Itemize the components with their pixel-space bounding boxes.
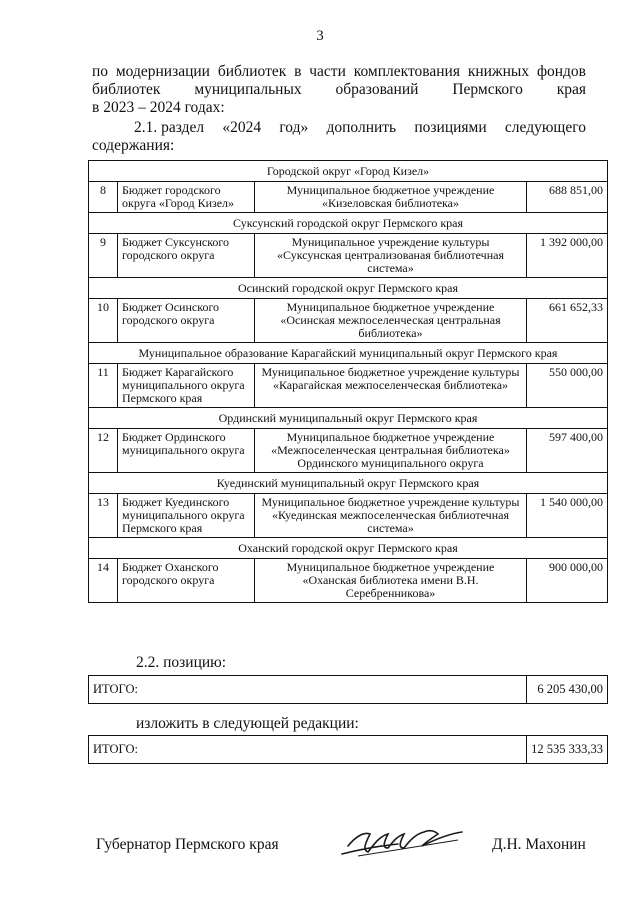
- institution-name: Муниципальное бюджетное учреждение культуры «Карагайская межпоселенческая библиотека»: [255, 364, 527, 408]
- page-number: 3: [316, 28, 324, 44]
- word: библиотек: [217, 63, 287, 80]
- restate-heading: изложить в следующей редакции:: [136, 715, 359, 732]
- amount: 661 652,33: [527, 299, 608, 343]
- group-header: Осинский городской округ Пермского края: [89, 278, 608, 299]
- group-header: Суксунский городской округ Пермского края: [89, 213, 608, 234]
- amount: 550 000,00: [527, 364, 608, 408]
- group-header-row: [89, 161, 608, 182]
- table-row: [89, 364, 608, 408]
- word: позициями: [414, 119, 487, 136]
- institution-name: Муниципальное бюджетное учреждение «Кизеловская библиотека»: [255, 182, 527, 213]
- group-header-row: [89, 278, 608, 299]
- group-header: Ординский муниципальный округ Пермского края: [89, 408, 608, 429]
- word: края: [556, 81, 586, 98]
- table-row: [89, 234, 608, 278]
- group-header: Оханский городской округ Пермского края: [89, 538, 608, 559]
- budget-name: Бюджет Карагайского муниципального округа Пермского края: [118, 364, 255, 408]
- row-number: 13: [89, 494, 118, 538]
- section-2-1-line-2: содержания:: [92, 137, 175, 154]
- section-2-2-heading: 2.2. позицию:: [136, 654, 227, 671]
- total-old-table: [88, 675, 608, 704]
- word: части: [309, 63, 346, 80]
- row-number: 8: [89, 182, 118, 213]
- amount: 900 000,00: [527, 559, 608, 603]
- group-header: Куединский муниципальный округ Пермского края: [89, 473, 608, 494]
- signatory-position: Губернатор Пермского края: [96, 836, 279, 853]
- amount: 688 851,00: [527, 182, 608, 213]
- table-row: [89, 494, 608, 538]
- total-new-amount: 12 535 333,33: [527, 736, 608, 764]
- word: в: [294, 63, 302, 80]
- word: по: [92, 63, 109, 80]
- word: год»: [279, 119, 309, 136]
- row-number: 12: [89, 429, 118, 473]
- table-row: [89, 676, 608, 704]
- row-number: 14: [89, 559, 118, 603]
- institution-name: Муниципальное бюджетное учреждение «Межпоселенческая центральная библиотека» Ординского муниципального округа: [255, 429, 527, 473]
- intro-line-1: [92, 62, 586, 81]
- budget-name: Бюджет Оханского городского округа: [118, 559, 255, 603]
- total-old-amount: 6 205 430,00: [527, 676, 608, 704]
- handwritten-signature: [338, 826, 468, 860]
- group-header-row: [89, 473, 608, 494]
- positions-table: [88, 160, 608, 603]
- budget-name: Бюджет Ординского муниципального округа: [118, 429, 255, 473]
- word: библиотек: [92, 81, 161, 98]
- budget-name: Бюджет Суксунского городского округа: [118, 234, 255, 278]
- word: дополнить: [326, 119, 397, 136]
- table-row: [89, 299, 608, 343]
- table-row: [89, 736, 608, 764]
- word: Пермского: [452, 81, 523, 98]
- word: комплектования: [353, 63, 460, 80]
- institution-name: Муниципальное учреждение культуры «Суксунская централизованая библиотечная система»: [255, 234, 527, 278]
- row-number: 9: [89, 234, 118, 278]
- institution-name: Муниципальное бюджетное учреждение «Оханская библиотека имени В.Н. Серебренникова»: [255, 559, 527, 603]
- group-header: Муниципальное образование Карагайский муниципальный округ Пермского края: [89, 343, 608, 364]
- group-header-row: [89, 408, 608, 429]
- amount: 1 540 000,00: [527, 494, 608, 538]
- word: модернизации: [115, 63, 210, 80]
- word: 2.1. раздел: [134, 119, 205, 136]
- budget-name: Бюджет Куединского муниципального округа Пермского края: [118, 494, 255, 538]
- amount: 597 400,00: [527, 429, 608, 473]
- group-header-row: [89, 343, 608, 364]
- word: следующего: [504, 119, 586, 136]
- institution-name: Муниципальное бюджетное учреждение «Осинская межпоселенческая центральная библиотека»: [255, 299, 527, 343]
- row-number: 11: [89, 364, 118, 408]
- word: фондов: [536, 63, 586, 80]
- table-row: [89, 182, 608, 213]
- total-new-table: [88, 735, 608, 764]
- group-header-row: [89, 213, 608, 234]
- group-header-row: [89, 538, 608, 559]
- signatory-name: Д.Н. Махонин: [492, 836, 586, 853]
- table-row: [89, 559, 608, 603]
- word: образований: [335, 81, 419, 98]
- budget-name: Бюджет городского округа «Город Кизел»: [118, 182, 255, 213]
- institution-name: Муниципальное бюджетное учреждение культуры «Куединская межпоселенческая библиотечная система»: [255, 494, 527, 538]
- total-old-label: ИТОГО:: [89, 676, 527, 704]
- group-header: Городской округ «Город Кизел»: [89, 161, 608, 182]
- total-new-label: ИТОГО:: [89, 736, 527, 764]
- word: книжных: [467, 63, 530, 80]
- amount: 1 392 000,00: [527, 234, 608, 278]
- table-row: [89, 429, 608, 473]
- row-number: 10: [89, 299, 118, 343]
- word: муниципальных: [194, 81, 302, 98]
- word: «2024: [222, 119, 262, 136]
- section-2-1-line-1: [134, 118, 586, 137]
- intro-line-3: в 2023 – 2024 годах:: [92, 99, 225, 116]
- intro-line-2: [92, 80, 586, 99]
- budget-name: Бюджет Осинского городского округа: [118, 299, 255, 343]
